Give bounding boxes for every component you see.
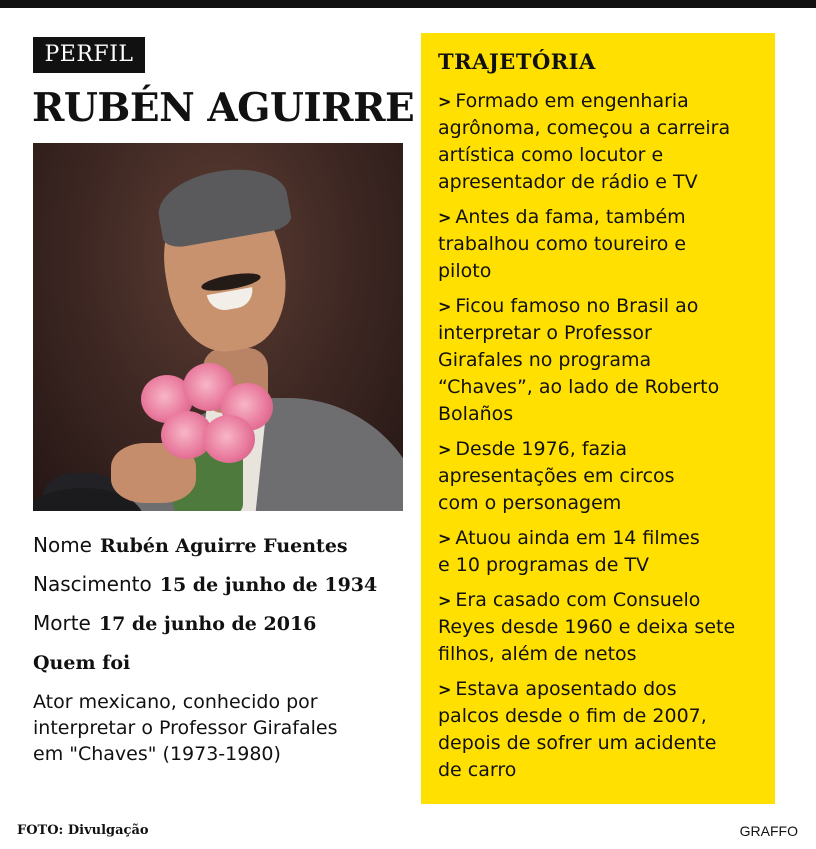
trajetoria-list (438, 88, 768, 792)
birth-label: Nascimento (33, 572, 152, 596)
list-item: > Desde 1976, fazia apresentações em circos com o personagem (438, 438, 675, 514)
trajetoria-title: TRAJETÓRIA (438, 49, 596, 74)
arrow-bullet-icon: > (438, 680, 452, 699)
arrow-bullet-icon: > (438, 591, 452, 610)
list-item: > Antes da fama, também trabalhou como toureiro e piloto (438, 206, 687, 282)
name-label: Nome (33, 533, 92, 557)
death-label: Morte (33, 611, 91, 635)
list-item: > Atuou ainda em 14 filmes e 10 programas de TV (438, 527, 700, 576)
name-value: Rubén Aguirre Fuentes (99, 535, 348, 557)
description-line: Ator mexicano, conhecido por (33, 691, 318, 713)
info-death-row (33, 610, 316, 637)
quem-foi-description (33, 689, 393, 767)
quem-foi-heading: Quem foi (33, 652, 131, 674)
arrow-bullet-icon: > (438, 529, 452, 548)
birth-value: 15 de junho de 1934 (159, 574, 378, 596)
arrow-bullet-icon: > (438, 208, 452, 227)
page-title: RUBÉN AGUIRRE (32, 85, 415, 131)
list-item: > Formado em engenharia agrônoma, começou a carreira artística como locutor e apresentador de rádio e TV (438, 90, 731, 193)
section-tag: PERFIL (33, 37, 145, 73)
description-line: interpretar o Professor Girafales (33, 717, 338, 739)
arrow-bullet-icon: > (438, 297, 452, 316)
arrow-bullet-icon: > (438, 440, 452, 459)
description-line: em "Chaves" (1973-1980) (33, 743, 281, 765)
brand-logo-text: GRAFFO (739, 823, 798, 839)
arrow-bullet-icon: > (438, 92, 452, 111)
top-divider-bar (0, 0, 816, 8)
list-item: > Ficou famoso no Brasil ao interpretar o Professor Girafales no programa “Chaves”, ao lado de Roberto Bolaños (438, 295, 720, 425)
portrait-photo (33, 143, 403, 511)
list-item: > Estava aposentado dos palcos desde o fim de 2007, depois de sofrer um acidente de carro (438, 678, 717, 781)
photo-credit: FOTO: Divulgação (17, 823, 149, 838)
death-value: 17 de junho de 2016 (98, 613, 317, 635)
info-name-row (33, 532, 348, 559)
list-item: > Era casado com Consuelo Reyes desde 1960 e deixa sete filhos, além de netos (438, 589, 736, 665)
info-birth-row (33, 571, 377, 598)
